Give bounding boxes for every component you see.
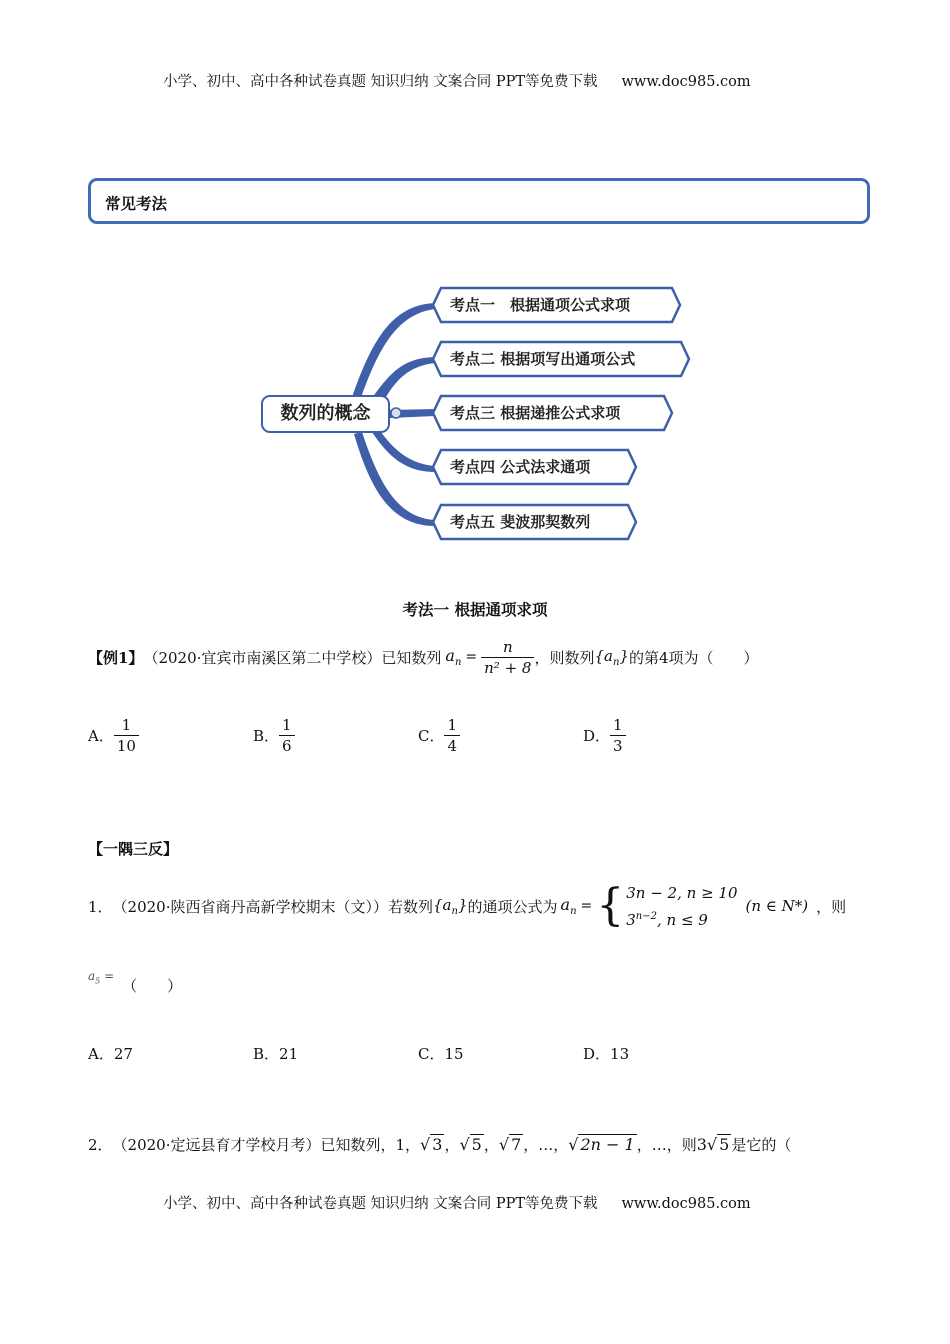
example-mid-text: ，则数列 <box>534 648 595 667</box>
q1-number: 1． <box>88 897 113 916</box>
q2-comma-2: ， <box>483 1135 499 1154</box>
q2-term-2: √ 5 <box>459 1135 482 1154</box>
q2-term-4: √ 2n − 1 <box>568 1135 635 1154</box>
q1-paren: （ ） <box>122 977 183 995</box>
q1-option-c[interactable]: C．15 <box>418 1045 464 1063</box>
q1-text: （2020·陕西省商丹高新学校期末（文））若数列 <box>112 897 433 916</box>
q1-seq: $\{a_n\}$ <box>433 895 468 917</box>
q1-case-2: $3^{n-2}$, n ≤ 9 <box>626 910 708 929</box>
q2-tail: 是它的（ <box>731 1135 792 1154</box>
q1-lhs: $a_n$ <box>560 894 577 918</box>
mindmap-node-1: 考点一 根据通项公式求项 <box>450 296 631 314</box>
mindmap-center: 数列的概念 <box>261 395 390 433</box>
header-url[interactable]: www.doc985.com <box>621 74 751 90</box>
example-formula-eq: = <box>465 649 478 665</box>
q1-option-a[interactable]: A．27 <box>88 1045 133 1063</box>
branch-5 <box>354 432 435 526</box>
practice-label: 【一隅三反】 <box>88 840 179 858</box>
q1-brace: { <box>596 880 625 931</box>
q2-comma-1: ， <box>444 1135 460 1154</box>
q2-text: （2020·定远县育才学校月考）已知数列，1， <box>112 1135 421 1154</box>
q2-term-3: √ 7 <box>498 1135 522 1154</box>
example-option-a[interactable]: A． $\frac{1}{10}$ <box>88 715 139 756</box>
mindmap-node-4: 考点四 公式法求通项 <box>450 458 591 476</box>
q1-eq: = <box>580 898 593 914</box>
mindmap-node-3: 考点三 根据递推公式求项 <box>450 404 621 422</box>
question-2 <box>88 1124 791 1164</box>
q1-mid: 的通项公式为 <box>467 897 558 916</box>
example-option-d[interactable]: D． $\frac{1}{3}$ <box>583 715 626 756</box>
example-source: （2020·宜宾市南溪区第二中学校）已知数列 <box>143 648 442 667</box>
q1-cases <box>626 881 737 932</box>
q2-comma-3: ，…， <box>523 1135 569 1154</box>
question-1 <box>88 870 846 942</box>
section-title: 常见考法 <box>105 194 168 213</box>
q1-domain: (n ∈ N*) <box>745 897 809 915</box>
mindmap-connector <box>391 408 401 418</box>
footer-text: 小学、初中、高中各种试卷真题 知识归纳 文案合同 PPT等免费下载 <box>163 1196 598 1212</box>
method-title: 考法一 根据通项求项 <box>402 600 548 619</box>
q1-tail: ，则 <box>816 897 847 916</box>
header-text: 小学、初中、高中各种试卷真题 知识归纳 文案合同 PPT等免费下载 <box>163 74 598 90</box>
page-footer <box>163 1192 751 1213</box>
q1-case-1: 3n − 2, n ≥ 10 <box>626 883 738 902</box>
example-seq: $\{a_n\}$ <box>594 646 629 668</box>
example-formula-fraction: $\frac{n}{\text{n² + 8}}$ <box>481 637 534 678</box>
q1-ask <box>88 969 183 996</box>
mindmap-node-5: 考点五 斐波那契数列 <box>450 513 591 531</box>
example-option-b[interactable]: B． $\frac{1}{6}$ <box>253 715 295 756</box>
footer-url[interactable]: www.doc985.com <box>621 1196 751 1212</box>
q1-ask-term: $a_5$ = <box>88 969 115 986</box>
q2-term-5: 3√ 5 <box>696 1135 730 1154</box>
q1-option-d[interactable]: D．13 <box>583 1045 630 1063</box>
q2-comma-4: ，…，则 <box>636 1135 697 1154</box>
q1-option-b[interactable]: B．21 <box>253 1045 299 1063</box>
mindmap-node-2: 考点二 根据项写出通项公式 <box>450 350 636 368</box>
example-formula-lhs: $a_n$ <box>445 645 462 669</box>
branch-4 <box>372 428 435 472</box>
example-1 <box>88 634 759 680</box>
example-option-c[interactable]: C． $\frac{1}{4}$ <box>418 715 460 756</box>
example-label: 【例1】 <box>88 648 144 667</box>
q2-number: 2． <box>88 1135 113 1154</box>
q2-term-1: √ 3 <box>420 1135 443 1154</box>
example-tail: 的第4项为（ ） <box>628 648 759 667</box>
